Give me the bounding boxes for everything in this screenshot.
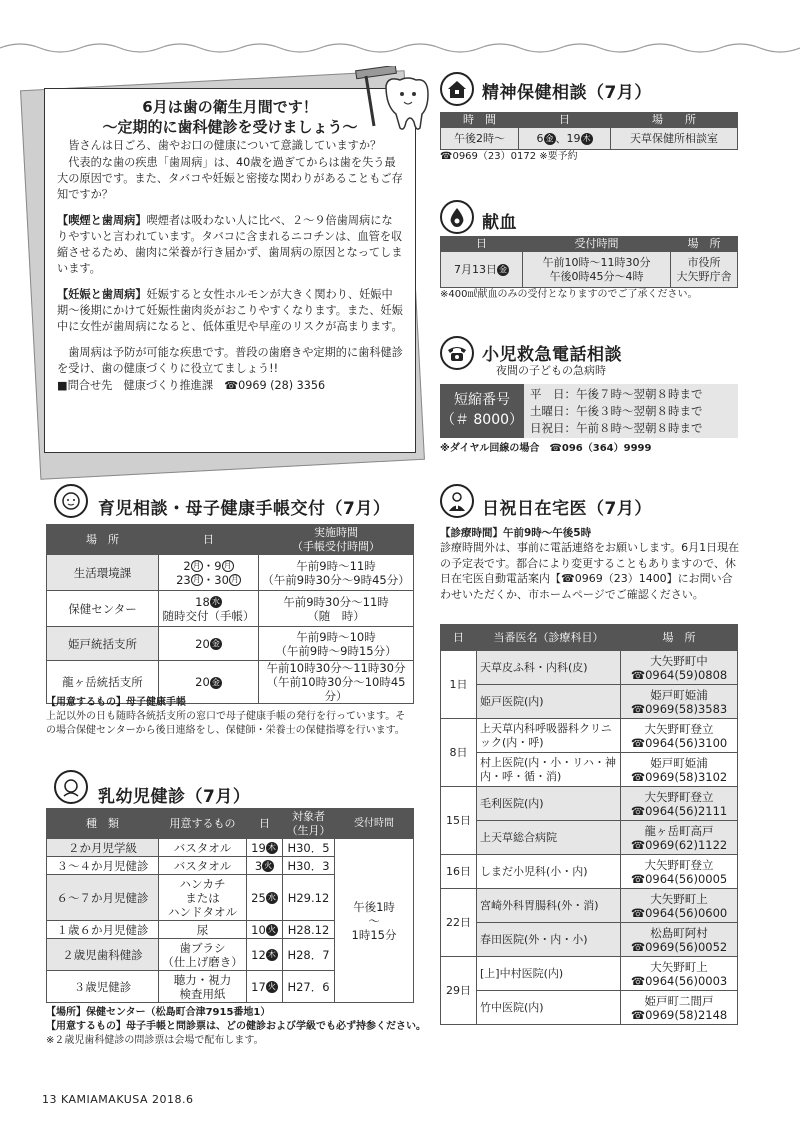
doctor-icon	[440, 484, 474, 518]
table-row: 生活環境課 2 月 ・9 月 23 月 ・30 月 午前9時～11時 （午前9時30分～9時45分）	[47, 555, 414, 591]
holiday-day: 1日	[441, 651, 477, 719]
holiday-title: 日祝日在宅医（7月）	[482, 499, 652, 519]
holiday-day: 29日	[441, 957, 477, 1025]
table-row: ６～７か月児健診 ハンカチ または ハンドタオル 25 水 H29.12	[47, 875, 414, 921]
childcare-note1: 【用意するもの】母子健康手帳	[46, 697, 186, 708]
top-wave-border	[0, 0, 800, 60]
dental-card	[44, 88, 416, 453]
doctor-name: 姫戸医院(内)	[477, 685, 621, 719]
pediatric-note: ※ダイヤル回線の場合 ☎096（364）9999	[440, 443, 652, 454]
holiday-day: 16日	[441, 855, 477, 889]
table-row: 竹中医院(内) 姫戸町二間戸 ☎0969(58)2148	[441, 991, 738, 1025]
table-row: ２歳児歯科健診 歯ブラシ （仕上げ磨き） 12 木 H28．7	[47, 939, 414, 971]
doctor-name: 宮崎外科胃腸科(外・消)	[477, 889, 621, 923]
doctor-name: 村上医院(内・小・リハ・神内・呼・循・消)	[477, 753, 621, 787]
pediatric-subtitle: 夜間の子どもの急病時	[496, 364, 606, 377]
table-row: 姫戸統括支所 20 金 午前9時～10時 （午前9時～9時15分）	[47, 627, 414, 661]
table-row: 15日 毛利医院(内) 大矢野町登立 ☎0964(56)2111	[441, 787, 738, 821]
table-row: 龍ヶ岳統括支所 20 金 午前10時30分～11時30分 （午前10時30分～10時45分）	[47, 661, 414, 704]
doctor-name: 天草皮ふ科・内科(皮)	[477, 651, 621, 685]
page-footer: 13 KAMIAMAKUSA 2018.6	[42, 1093, 194, 1106]
table-row: ２か月児学級 バスタオル 19 木 H30．5 午後1時 ～ 1時15分	[47, 839, 414, 857]
phone-icon	[440, 336, 474, 370]
table-row: 8日 上天草内科呼吸器科クリニック(内・呼) 大矢野町登立 ☎0964(56)3100	[441, 719, 738, 753]
mental-table: 時 間 日 場 所 午後2時～ 6 金 、19 木 天草保健所相談室	[440, 112, 738, 150]
mental-note: ☎0969（23）0172 ※要予約	[440, 151, 578, 162]
dental-p1: 皆さんは日ごろ、歯やお口の健康について意識していますか？	[68, 139, 382, 152]
table-row: ３～４か月児健診 バスタオル 3 火 H30．3	[47, 857, 414, 875]
doctor-name: 毛利医院(内)	[477, 787, 621, 821]
blood-note: ※400㎖献血のみの受付となりますのでご了承ください。	[440, 289, 698, 300]
table-row: 村上医院(内・小・リハ・神内・呼・循・消) 姫戸町姫浦 ☎0969(58)3102	[441, 753, 738, 787]
table-row: ３歳児健診 聴力・視力 検査用紙 17 火 H27．6	[47, 971, 414, 1003]
table-row: 1日 天草皮ふ科・内科(皮) 大矢野町中 ☎0964(59)0808	[441, 651, 738, 685]
pediatric-title: 小児救急電話相談	[482, 345, 622, 365]
table-row: 29日 [上]中村医院(内) 大矢野町上 ☎0964(56)0003	[441, 957, 738, 991]
holiday-table: 日 当番医名（診療科目） 場 所 1日 天草皮ふ科・内科(皮) 大矢野町中 ☎0964(59)0808 姫戸医院(内) 姫戸町姫浦 ☎0969(58)3583 8日 上天草内科呼吸器科クリニック(内・呼) 大矢野町登立 ☎0964(56)3100 村上医院(内・小・リハ・神内・呼・循・消) 姫戸町姫浦 ☎0969(58)3102 15日 毛利医院(内) 大矢野町登立 ☎0964(56)2111 上天草総合病院 龍ヶ岳町高戸 ☎0969(62)1122 16日 しまだ小児科(小・内) 大矢野町登立 ☎0964(56)0005 22日 宮崎外科胃腸科(外・消) 大矢野町上 ☎0964(56)0600 春田医院(外・内・小) 松島町阿村 ☎0969(56)0052 29日 [上]中村医院(内) 大矢野町上 ☎0964(56)0003 竹中医院(内) 姫戸町二間戸 ☎0969(58)2148	[440, 624, 738, 1025]
infant-note2: 【用意するもの】母子手帳と問診票は、どの健診および学級でも必ず持参ください。	[46, 1021, 426, 1032]
table-row: １歳６か月児健診 尿 10 火 H28.12	[47, 921, 414, 939]
holiday-desc: 診療時間外は、事前に電話連絡をお願いします。6月1日現在の予定表です。都合により変更することもありますので、休日在宅医自動電話案内【☎0969（23）1400】にお問い合わせいただくか、市ホームページでご確認ください。	[440, 541, 740, 601]
house-icon	[440, 72, 474, 106]
holiday-day: 22日	[441, 889, 477, 957]
infant-note3: ※２歳児歯科健診の問診票は会場で配布します。	[46, 1035, 264, 1046]
infant-table: 種 類 用意するもの 日 対象者 （生月） 受付時間 ２か月児学級 バスタオル 19 木 H30．5 午後1時 ～ 1時15分 ３～４か月児健診 バスタオル 3 火 H30．3 ６～７か月児健診 ハンカチ または ハンドタオル 25 水 H29.12 １歳６か月児健診 尿 10 火 H28.12 ２歳児歯科健診 歯ブラシ （仕上げ磨き） 12 木 H28．7 ３歳児健診 聴力・視力 検査用紙 17 火 H27．6	[46, 808, 414, 1003]
short-number-box: 短縮番号 （＃ 8000）	[440, 384, 524, 438]
childcare-title: 育児相談・母子健康手帳交付（7月）	[98, 499, 391, 519]
mental-title: 精神保健相談（7月）	[482, 83, 652, 103]
doctor-name: しまだ小児科(小・内)	[477, 855, 621, 889]
dental-title: 6月は歯の衛生月間です！	[142, 98, 318, 116]
table-row: 姫戸医院(内) 姫戸町姫浦 ☎0969(58)3583	[441, 685, 738, 719]
table-row: 春田医院(外・内・小) 松島町阿村 ☎0969(56)0052	[441, 923, 738, 957]
holiday-day: 15日	[441, 787, 477, 855]
dental-p3: 【喫煙と歯周病】喫煙者は吸わない人に比べ、２～９倍歯周病になりやすいと言われています。タバコに含まれるニコチンは、血管を収縮させるため、歯肉に栄養が行き届かず、歯周病の原因となってしまいます。	[57, 214, 403, 275]
baby-icon	[54, 484, 88, 518]
doctor-name: 上天草総合病院	[477, 821, 621, 855]
infant-note1: 【場所】保健センター（松島町合津7915番地1）	[46, 1007, 271, 1018]
table-row: 16日 しまだ小児科(小・内) 大矢野町登立 ☎0964(56)0005	[441, 855, 738, 889]
table-row: 保健センター 18 水 随時交付（手帳） 午前9時30分～11時 （随 時）	[47, 591, 414, 627]
dental-contact: ■問合せ先 健康づくり推進課 ☎0969 (28) 3356	[57, 379, 326, 392]
childcare-table: 場 所 日 実施時間 （手帳受付時間） 生活環境課 2 月 ・9 月 23 月 ・30 月 午前9時～11時 （午前9時30分～9時45分） 保健センター 18 水 随時交付（手帳） 午前9時30分～11時 （随 時） 姫戸統括支所 20 金 午前9時～10時 （午前9時～9時15分） 龍ヶ岳統括支所 20 金 午前10時30分～11時30分 （午前10時30分～10時45分）	[46, 524, 414, 704]
table-row: 22日 宮崎外科胃腸科(外・消) 大矢野町上 ☎0964(56)0600	[441, 889, 738, 923]
doctor-name: [上]中村医院(内)	[477, 957, 621, 991]
doctor-name: 春田医院(外・内・小)	[477, 923, 621, 957]
doctor-name: 上天草内科呼吸器科クリニック(内・呼)	[477, 719, 621, 753]
pediatric-hours: 平 日：午後７時～翌朝８時まで 土曜日：午後３時～翌朝８時まで 日祝日：午前８時～翌朝８時まで	[524, 384, 738, 438]
blood-drop-icon	[440, 200, 474, 234]
holiday-hours: 【診療時間】午前9時～午後5時	[440, 527, 592, 539]
childcare-note2: 上記以外の日も随時各統括支所の窓口で母子健康手帳の発行を行っています。その場合保健センターから後日連絡をし、保健師・栄養士の保健指導を行います。	[46, 711, 406, 736]
tooth-mascot-icon	[352, 66, 432, 136]
blood-title: 献血	[482, 213, 517, 233]
blood-table: 日 受付時間 場 所 7月13日 金 午前10時～11時30分 午後0時45分～4時 市役所 大矢野庁舎	[440, 236, 738, 288]
infant-icon	[54, 770, 88, 804]
holiday-day: 8日	[441, 719, 477, 787]
infant-title: 乳幼児健診（7月）	[98, 787, 251, 807]
table-row: 上天草総合病院 龍ヶ岳町高戸 ☎0969(62)1122	[441, 821, 738, 855]
dental-p5: 歯周病は予防が可能な疾患です。普段の歯磨きや定期的に歯科健診を受け、歯の健康づくりに役立てましょう!!	[57, 346, 403, 375]
dental-p2: 代表的な歯の疾患「歯周病」は、40歳を過ぎてからは歯を失う最大の原因です。また、タバコや妊娠と密接な関わりがあることもご存知ですか？	[57, 156, 403, 201]
dental-p4: 【妊娠と歯周病】妊娠すると女性ホルモンが大きく関わり、妊娠中期～後期にかけて妊娠性歯肉炎がおこりやすくなります。また、妊娠中に女性が歯周病になると、低体重児や早産のリスクが高まります。	[57, 288, 403, 333]
doctor-name: 竹中医院(内)	[477, 991, 621, 1025]
dental-subtitle: ～定期的に歯科健診を受けましょう～	[102, 118, 358, 136]
